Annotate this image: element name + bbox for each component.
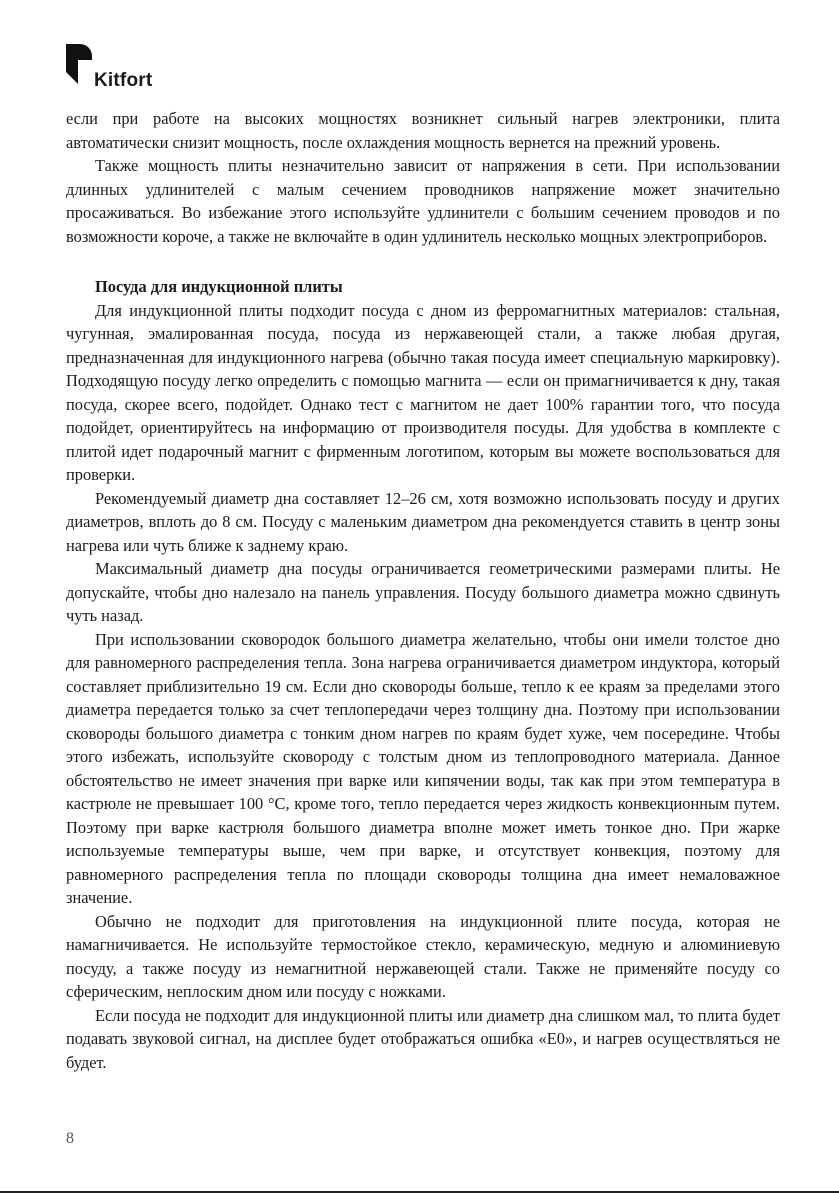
document-body <box>66 107 780 1074</box>
paragraph-intro-2: Также мощность плиты незначительно зависит от напряжения в сети. При использовании длинных удлинителей с малым сечением проводников напряжение может значительно просаживаться. Во избежание этого используйте удлинители с большим сечением проводов и по возможности короче, а также не включайте в один удлинитель несколько мощных электроприборов. <box>66 156 780 246</box>
section-title: Посуда для индукционной плиты <box>95 277 343 296</box>
section-paragraph-4: При использовании сковородок большого диаметра желательно, чтобы они имели толстое дно для равномерного распределения тепла. Зона нагрева ограничивается диаметром индуктора, который составляет приблизительно 19 см. Если дно сковороды больше, тепло к ее краям за пределами этого диаметра передается только за счет теплопередачи через толщину дна. Поэтому при использовании сковороды большого диаметра с тонким дном нагрев по краям будет хуже, чем посередине. Чтобы этого избежать, используйте сковороду с толстым дном из теплопроводного материала. Данное обстоятельство не имеет значения при варке или кипячении воды, так как при этом температура в кастрюле не превышает 100 °С, кроме того, тепло передается через жидкость конвекционным путем. Поэтому при варке кастрюля большого диаметра вполне может иметь тонкое дно. При жарке используемые температуры выше, чем при варке, и отсутствует конвекция, поэтому для равномерного распределения тепла по площади сковороды толщина дна имеет немаловажное значение. <box>66 629 780 907</box>
section-paragraph-2: Рекомендуемый диаметр дна составляет 12–26 см, хотя возможно использовать посуду и других диаметров, вплоть до 8 см. Посуду с маленьким диаметром дна рекомендуется ставить в центр зоны нагрева или чуть ближе к заднему краю. <box>66 488 780 555</box>
section-paragraph-3: Максимальный диаметр дна посуды ограничивается геометрическими размерами плиты. Не допускайте, чтобы дно налезало на панель управления. Посуду большого диаметра можно сдвинуть чуть назад. <box>66 559 780 625</box>
section-paragraph-5: Обычно не подходит для приготовления на индукционной плите посуда, которая не намагничивается. Не используйте термостойкое стекло, керамическую, медную и алюминиевую посуду, а также посуду из немагнитной нержавеющей стали. Также не применяйте посуду со сферическим, неплоским дном или посуду с ножками. <box>66 911 780 1001</box>
kitfort-logo-icon <box>66 44 92 84</box>
paragraph-intro-1: если при работе на высоких мощностях возникнет сильный нагрев электроники, плита автоматически снизит мощность, после охлаждения мощность вернется на прежний уровень. <box>66 109 780 152</box>
section-paragraph-6: Если посуда не подходит для индукционной плиты или диаметр дна слишком мал, то плита будет подавать звуковой сигнал, на дисплее будет отображаться ошибка «Е0», и нагрев осуществляться не будет. <box>66 1005 780 1072</box>
page-number: 8 <box>66 1130 74 1147</box>
section-paragraph-1: Для индукционной плиты подходит посуда с дном из ферромагнитных материалов: стальная, чугунная, эмалированная посуда, посуда из нержавеющей стали, а также любая другая, предназначенная для индукционного нагрева (обычно такая посуда имеет специальную маркировку). Подходящую посуду легко определить с помощью магнита — если он примагничивается к дну, такая посуда, скорее всего, подойдет. Однако тест с магнитом не дает 100% гарантии того, что посуда подойдет, ориентируйтесь на информацию от производителя посуды. Для удобства в комплекте с плитой идет подарочный магнит с фирменным логотипом, которым вы можете воспользоваться для проверки. <box>66 300 780 484</box>
logo-text: Kitfort <box>94 70 153 91</box>
